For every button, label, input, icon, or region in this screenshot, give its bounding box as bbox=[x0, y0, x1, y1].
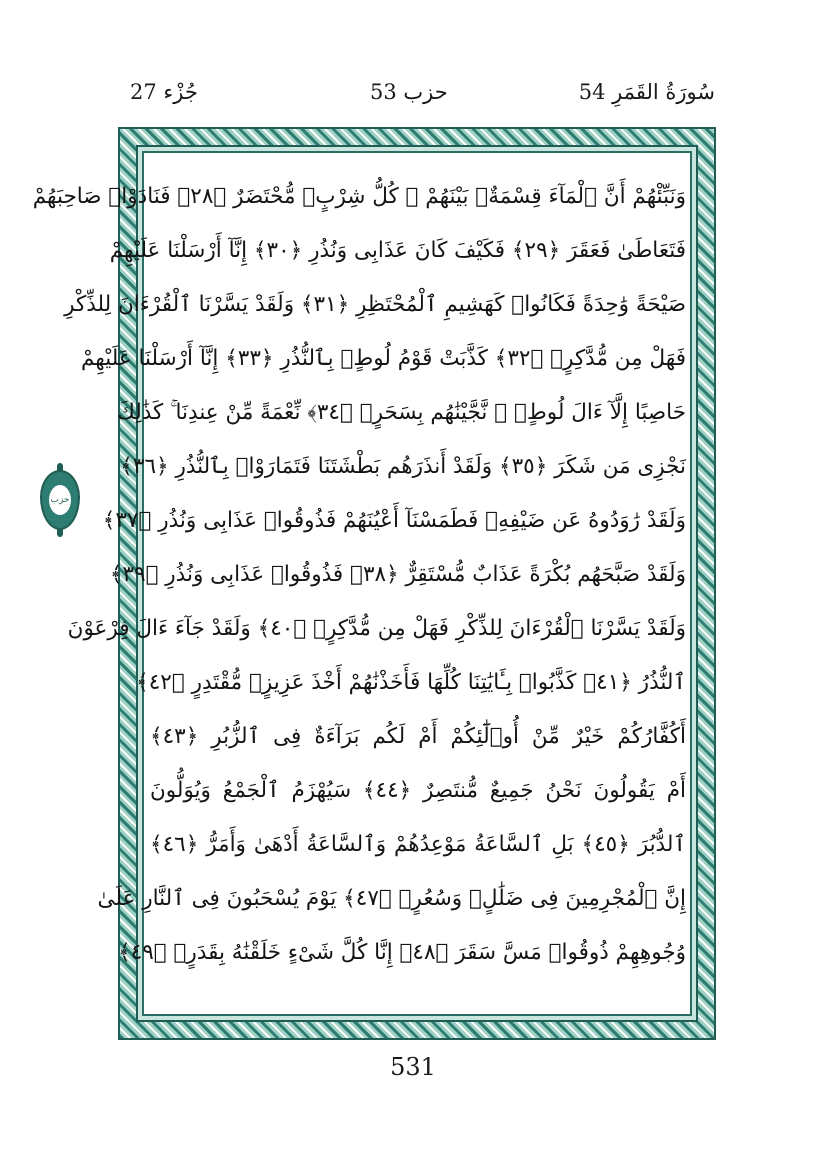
page-header bbox=[125, 80, 715, 116]
text-line-4: فَهَلْ مِن مُّدَّكِرٍۢ ﴿٣٢﴾ كَذَّبَتْ قَوْمُ لُوطٍۭ بِٱلنُّذُرِ ﴿٣٣﴾ إِنَّآ أَرْسَلْنَا عَلَيْهِمْ bbox=[81, 346, 686, 371]
text-line-15: وُجُوهِهِمْ ذُوقُوا۟ مَسَّ سَقَرَ ﴿٤٨﴾ إِنَّا كُلَّ شَىْءٍ خَلَقْنَٰهُ بِقَدَرٍۢ ﴿٤٩﴾ bbox=[118, 940, 686, 965]
text-line-9: وَلَقَدْ يَسَّرْنَا ٱلْقُرْءَانَ لِلذِّكْرِ فَهَلْ مِن مُّدَّكِرٍۢ ﴿٤٠﴾ وَلَقَدْ جَآءَ ءَالَ فِرْعَوْنَ bbox=[67, 616, 686, 641]
text-line-13: ٱلدُّبُرَ ﴿٤٥﴾ بَلِ ٱلسَّاعَةُ مَوْعِدُهُمْ وَٱلسَّاعَةُ أَدْهَىٰ وَأَمَرُّ ﴿٤٦﴾ bbox=[150, 832, 686, 857]
marker-tip-top bbox=[57, 463, 63, 471]
text-line-11: أَكُفَّارُكُمْ خَيْرٌ مِّنْ أُو۟لَٰٓئِكُمْ أَمْ لَكُم بَرَآءَةٌ فِى ٱلزُّبُرِ ﴿٤٣﴾ bbox=[150, 724, 686, 749]
page-number: 531 bbox=[390, 1053, 436, 1081]
text-line-2: فَتَعَاطَىٰ فَعَقَرَ ﴿٢٩﴾ فَكَيْفَ كَانَ عَذَابِى وَنُذُرِ ﴿٣٠﴾ إِنَّآ أَرْسَلْنَا عَلَيْهِمْ bbox=[109, 238, 686, 263]
hizb-marker-label: حزب bbox=[49, 485, 71, 515]
text-line-1: وَنَبِّئْهُمْ أَنَّ ٱلْمَآءَ قِسْمَةٌۢ بَيْنَهُمْ ۖ كُلُّ شِرْبٍۢ مُّحْتَضَرٌ ﴿٢٨﴾ فَنَادَوْا۟ صَاحِبَهُمْ bbox=[32, 184, 686, 209]
text-line-7: وَلَقَدْ رَٰوَدُوهُ عَن ضَيْفِهِۦ فَطَمَسْنَآ أَعْيُنَهُمْ فَذُوقُوا۟ عَذَابِى وَنُذُرِ ﴿٣٧﴾ bbox=[102, 508, 686, 533]
text-line-5: حَاصِبًا إِلَّآ ءَالَ لُوطٍۢ ۖ نَّجَّيْنَٰهُم بِسَحَرٍۢ ﴿٣٤﴾ نِّعْمَةً مِّنْ عِندِنَا ۚ كَذَٰلِكَ bbox=[117, 400, 686, 425]
surah-label: 54 سُورَةُ القَمَرِ bbox=[578, 80, 715, 104]
text-line-6: نَجْزِى مَن شَكَرَ ﴿٣٥﴾ وَلَقَدْ أَنذَرَهُم بَطْشَتَنَا فَتَمَارَوْا۟ بِٱلنُّذُرِ ﴿٣٦﴾ bbox=[120, 454, 686, 479]
marker-tip-bottom bbox=[57, 529, 63, 537]
text-line-3: صَيْحَةً وَٰحِدَةً فَكَانُوا۟ كَهَشِيمِ ٱلْمُحْتَظِرِ ﴿٣١﴾ وَلَقَدْ يَسَّرْنَا ٱلْقُرْءَانَ لِلذِّكْرِ bbox=[64, 292, 686, 317]
text-line-10: ٱلنُّذُرُ ﴿٤١﴾ كَذَّبُوا۟ بِـَٔايَٰتِنَا كُلِّهَا فَأَخَذْنَٰهُمْ أَخْذَ عَزِيزٍۢ مُّقْتَدِرٍ ﴿٤٢﴾ bbox=[136, 670, 686, 695]
hizb-label: حزب 53 bbox=[370, 80, 448, 104]
hizb-marker-icon bbox=[40, 470, 80, 530]
text-line-14: إِنَّ ٱلْمُجْرِمِينَ فِى ضَلَٰلٍۢ وَسُعُرٍۢ ﴿٤٧﴾ يَوْمَ يُسْحَبُونَ فِى ٱلنَّارِ عَلَىٰ bbox=[97, 886, 686, 911]
juz-label: جُزْء 27 bbox=[130, 80, 198, 104]
text-line-8: وَلَقَدْ صَبَّحَهُم بُكْرَةً عَذَابٌ مُّسْتَقِرٌّ ﴿٣٨﴾ فَذُوقُوا۟ عَذَابِى وَنُذُرِ ﴿٣٩﴾ bbox=[109, 562, 686, 587]
text-line-12: أَمْ يَقُولُونَ نَحْنُ جَمِيعٌ مُّنتَصِرٌ ﴿٤٤﴾ سَيُهْزَمُ ٱلْجَمْعُ وَيُوَلُّونَ bbox=[150, 778, 686, 803]
